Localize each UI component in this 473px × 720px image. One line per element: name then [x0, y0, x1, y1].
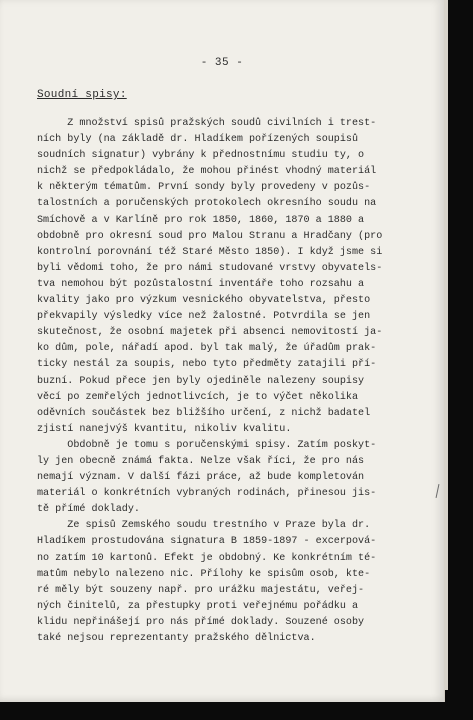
text-line: Obdobně je tomu s poručenskými spisy. Zatím poskyt-: [37, 439, 377, 451]
margin-pencil-mark: [436, 484, 440, 498]
text-line: kontrolní porovnání též Staré Město 1850). I když jsme si: [37, 246, 383, 258]
text-line: Z množství spisů pražských soudů civilních i trest-: [37, 118, 377, 129]
text-line: tva nemohou být pozůstalostní inventáře toho rozsahu a: [37, 278, 365, 290]
text-line: překvapily výsledky více než žalostné. Potvrdila se jen: [37, 311, 371, 323]
text-line: obdobně pro okresní soud pro Malou Stranu a Hradčany (pro: [37, 230, 383, 242]
text-line: tě přímé doklady.: [37, 504, 140, 516]
text-line: materiál o konkrétních vybraných rodinách, přinesou jis-: [37, 488, 377, 500]
text-line: k některým tématům. První sondy byly provedeny v pozůs-: [37, 182, 371, 194]
text-line: nemají význam. V další fázi práce, až bude kompletován: [37, 472, 365, 484]
section-heading: Soudní spisy:: [37, 89, 127, 101]
text-line: ré měly být souzeny např. pro urážku majestátu, veřej-: [37, 584, 365, 596]
text-line: také nejsou reprezentanty pražského dělnictva.: [37, 633, 316, 644]
text-line: soudních signatur) vybrány k přednostnímu studiu ty, o: [37, 150, 365, 162]
text-line: byli vědomi toho, že pro námi studované vrstvy obyvatels-: [37, 262, 383, 274]
text-line: ly jen obecně známá fakta. Nelze však říci, že pro nás: [37, 455, 365, 467]
text-line: Smíchově a v Karlíně pro rok 1850, 1860, 1870 a 1880 a: [37, 214, 365, 226]
page-edge: [444, 0, 448, 690]
text-line: nichž se předpokládalo, že mohou přinést vhodný materiál: [37, 166, 377, 178]
text-line: buzní. Pokud přece jen byly ojediněle nalezeny soupisy: [37, 375, 365, 387]
text-line: věcí po zemřelých jednotlivcích, je to výčet několika: [37, 391, 359, 403]
text-line: ních byly (na základě dr. Hladíkem pořízených soupisů: [37, 134, 359, 146]
text-line: ných činitelů, za přestupky proti veřejnému pořádku a: [37, 600, 359, 612]
text-line: ticky nestál za soupis, nebo tyto předměty zatajili pří-: [37, 359, 377, 371]
text-line: zjistí nanejvýš kvantitu, nikoliv kvalitu.: [37, 423, 292, 435]
body-text: [37, 116, 417, 647]
text-line: no zatím 10 kartonů. Efekt je obdobný. Ke konkrétním té-: [37, 552, 377, 564]
text-line: Ze spisů Zemského soudu trestního v Praze byla dr.: [37, 520, 371, 532]
text-line: matům nebylo nalezeno nic. Přílohy ke spisům osob, kte-: [37, 568, 371, 580]
text-line: kvality jako pro výzkum vesnického obyvatelstva, přesto: [37, 295, 371, 307]
text-line: oděvních součástek bez bližšího určení, z nichž badatel: [37, 407, 371, 419]
text-line: skutečnost, že osobní majetek při absenci nemovitostí ja-: [37, 327, 383, 339]
text-line: klidu nepřinášejí pro nás přímé doklady. Souzené osoby: [37, 616, 365, 628]
text-line: talostních a poručenských protokolech okresního soudu na: [37, 198, 377, 210]
page-number: - 35 -: [200, 57, 244, 69]
text-line: Hladíkem prostudována signatura B 1859-1897 - excerpová-: [37, 536, 377, 548]
text-line: ko dům, pole, nářadí apod. byl tak malý, že úřadům prak-: [37, 343, 377, 355]
